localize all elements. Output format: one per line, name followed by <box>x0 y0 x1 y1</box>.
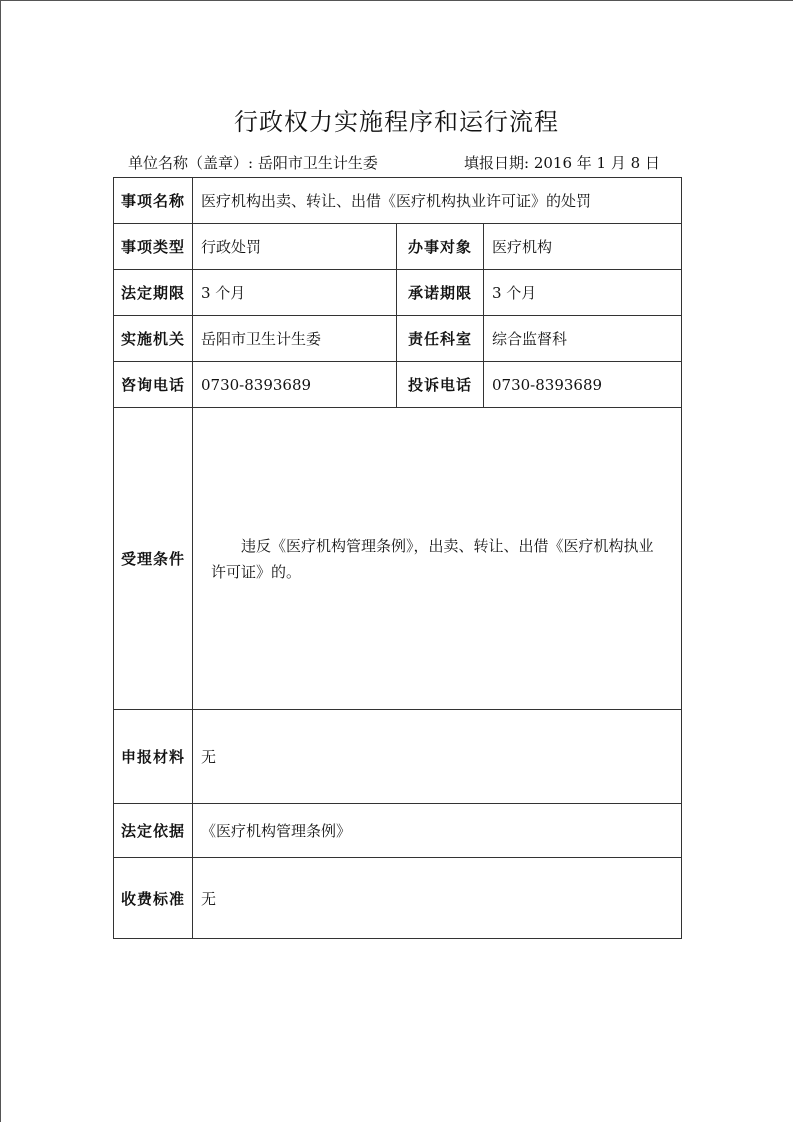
legal-basis-value: 《医疗机构管理条例》 <box>193 804 682 858</box>
promised-deadline-value: 3 个月 <box>484 270 682 316</box>
unit-info <box>128 152 378 173</box>
item-name-value: 医疗机构出卖、转让、出借《医疗机构执业许可证》的处罚 <box>193 178 682 224</box>
table-row <box>114 316 682 362</box>
table-row <box>114 858 682 939</box>
agency-value: 岳阳市卫生计生委 <box>193 316 397 362</box>
fee-standard-value: 无 <box>193 858 682 939</box>
document-title: 行政权力实施程序和运行流程 <box>234 108 559 136</box>
item-type-value: 行政处罚 <box>193 224 397 270</box>
target-label: 办事对象 <box>397 224 484 270</box>
legal-deadline-value: 3 个月 <box>193 270 397 316</box>
materials-value: 无 <box>193 710 682 804</box>
page-border-top <box>0 0 793 1</box>
table-row <box>114 178 682 224</box>
info-table <box>113 177 682 939</box>
legal-deadline-label: 法定期限 <box>114 270 193 316</box>
target-value: 医疗机构 <box>484 224 682 270</box>
table-row <box>114 270 682 316</box>
item-name-label: 事项名称 <box>114 178 193 224</box>
legal-basis-label: 法定依据 <box>114 804 193 858</box>
consult-phone-label: 咨询电话 <box>114 362 193 408</box>
conditions-cell <box>193 408 682 710</box>
department-value: 综合监督科 <box>484 316 682 362</box>
item-type-label: 事项类型 <box>114 224 193 270</box>
department-label: 责任科室 <box>397 316 484 362</box>
agency-label: 实施机关 <box>114 316 193 362</box>
promised-deadline-label: 承诺期限 <box>397 270 484 316</box>
conditions-value: 违反《医疗机构管理条例》，出卖、转让、出借《医疗机构执业许可证》的。 <box>211 536 654 581</box>
table-row <box>114 362 682 408</box>
date-value: 2016 年 1 月 8 日 <box>533 154 660 172</box>
unit-label: 单位名称（盖章）: <box>128 154 254 172</box>
conditions-label: 受理条件 <box>114 408 193 710</box>
table-row <box>114 804 682 858</box>
page-border-left <box>0 0 1 1122</box>
unit-value: 岳阳市卫生计生委 <box>257 154 378 172</box>
complaint-phone-value: 0730-8393689 <box>484 362 682 408</box>
materials-label: 申报材料 <box>114 710 193 804</box>
date-info <box>464 152 660 173</box>
complaint-phone-label: 投诉电话 <box>397 362 484 408</box>
consult-phone-value: 0730-8393689 <box>193 362 397 408</box>
table-row <box>114 408 682 710</box>
table-row <box>114 224 682 270</box>
fee-standard-label: 收费标准 <box>114 858 193 939</box>
table-row <box>114 710 682 804</box>
date-label: 填报日期: <box>464 154 530 172</box>
